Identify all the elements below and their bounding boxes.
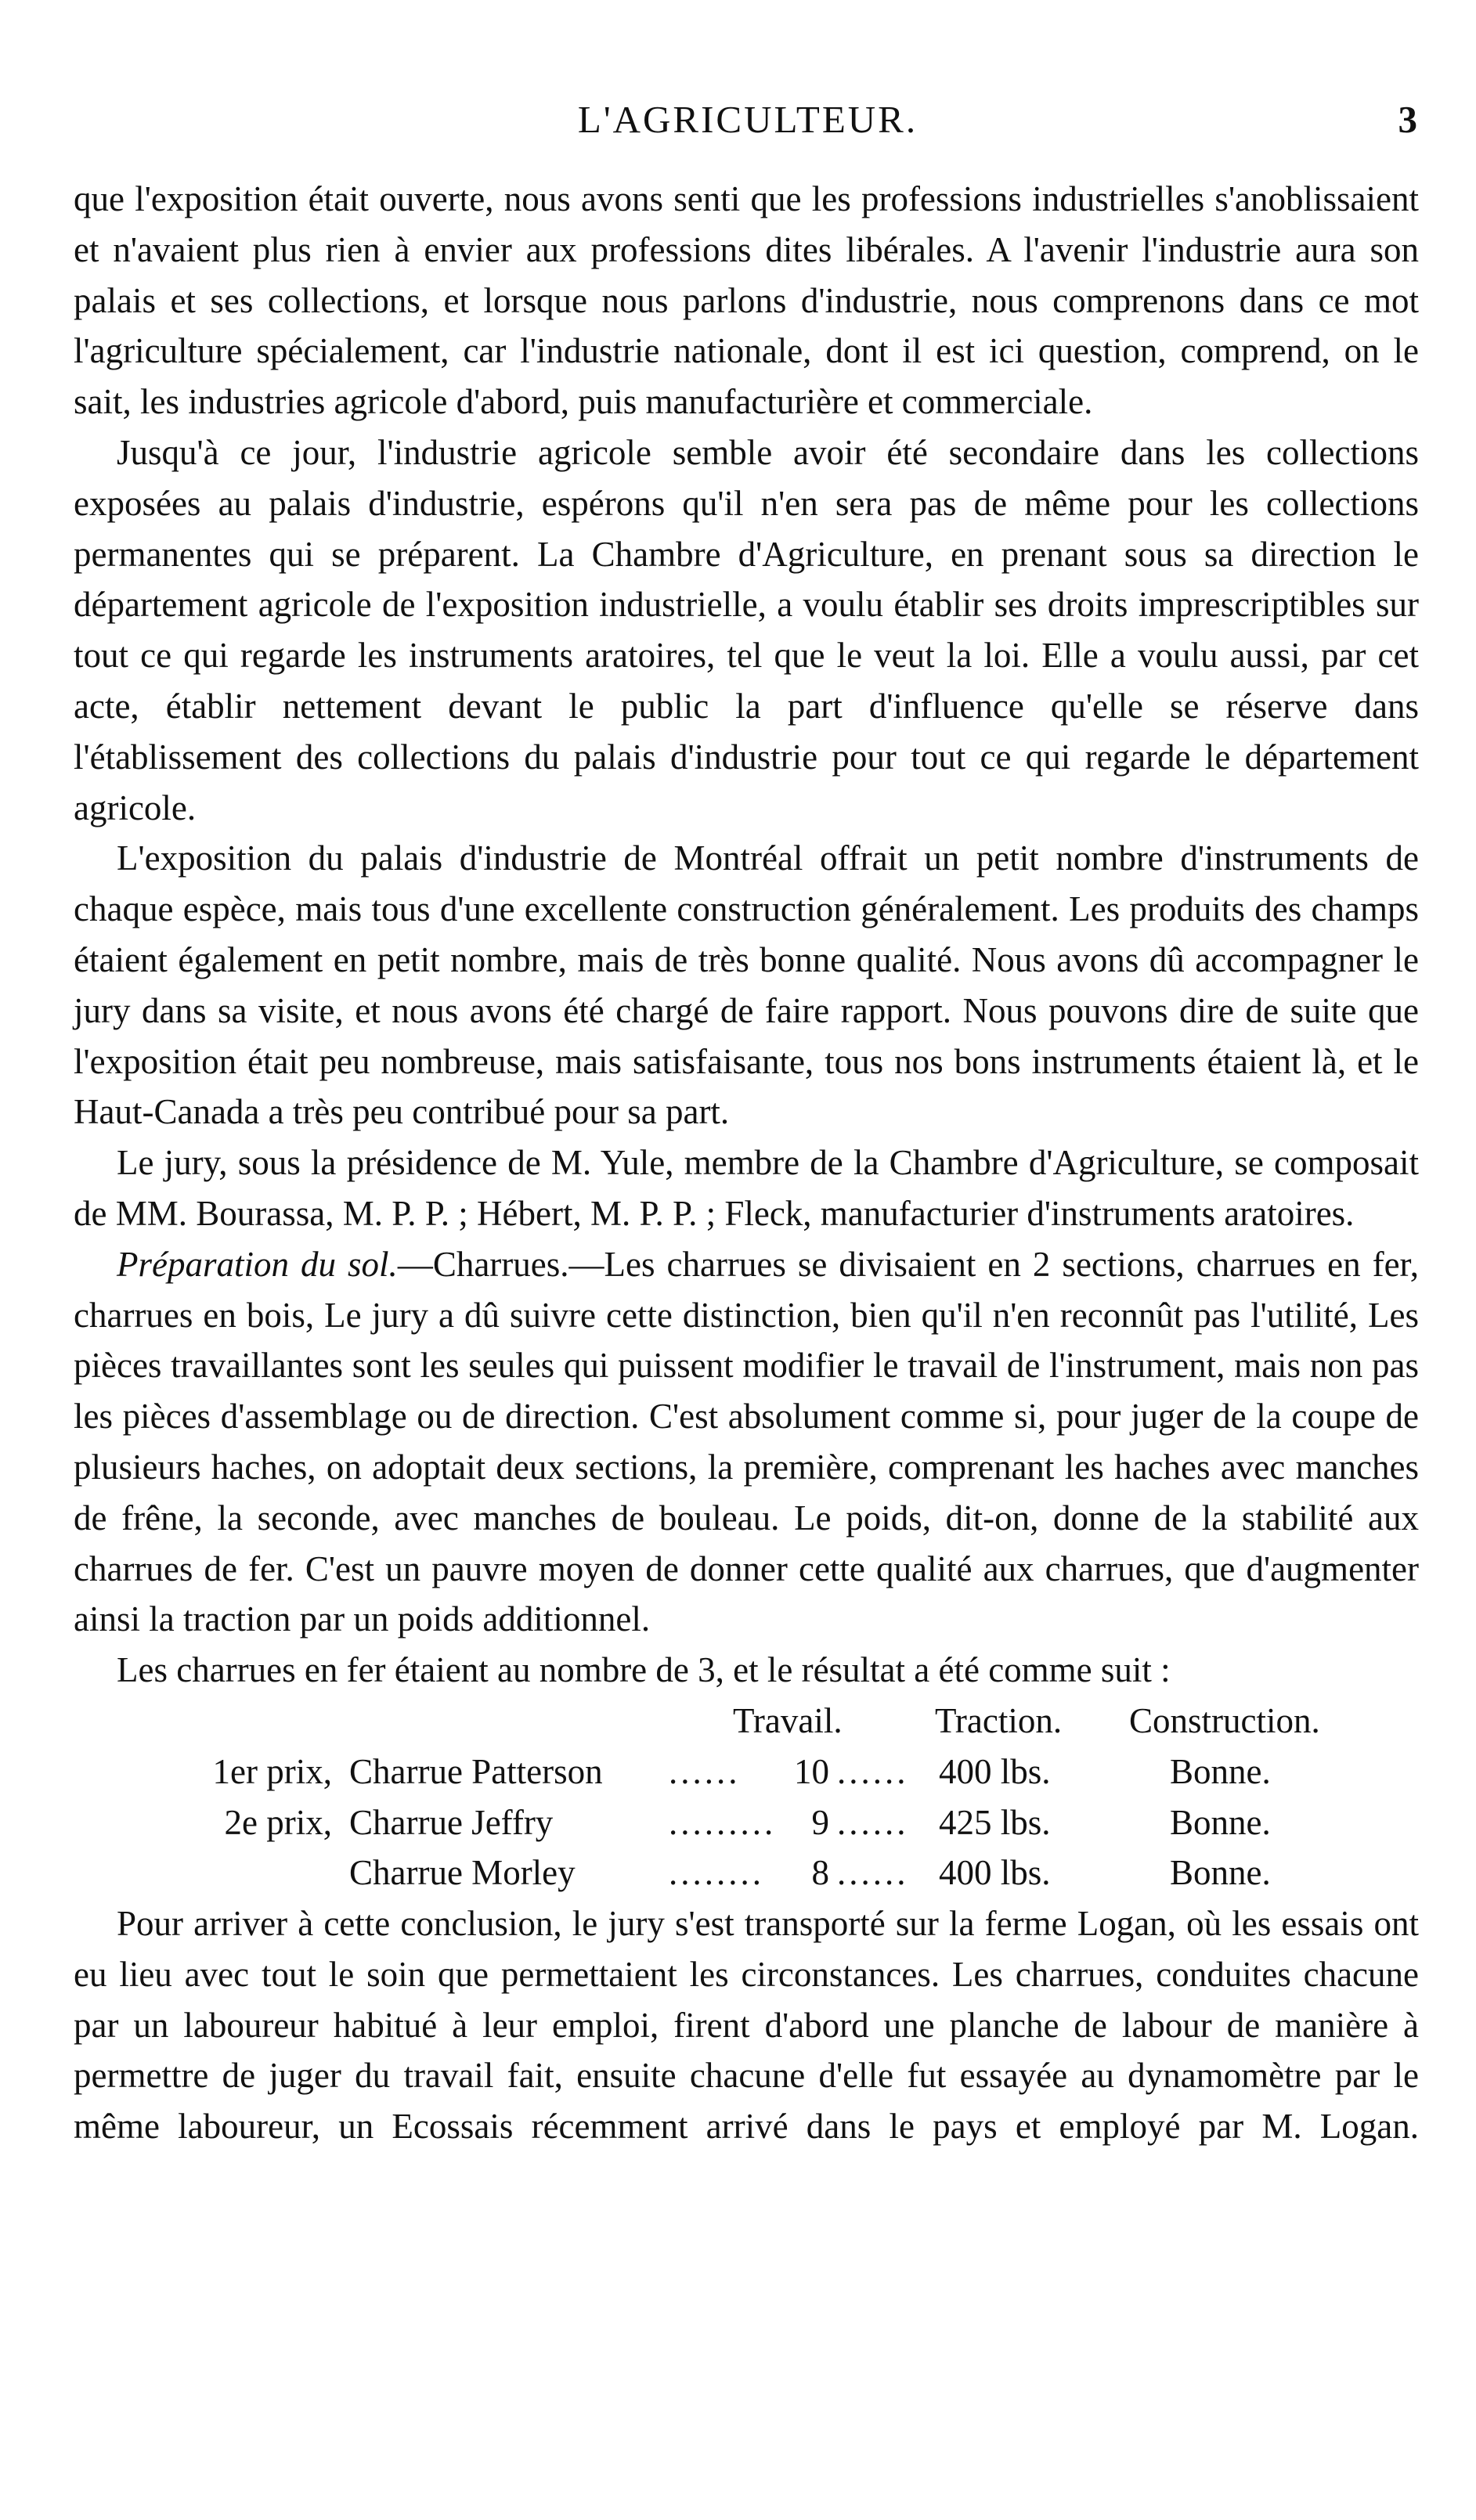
column-header-traction: Traction. (935, 1700, 1063, 1740)
section-text: —Charrues.—Les charrues se divisaient en 2 sections, charrues en fer, charrues en bois, Le jury a dû suivre cette distinction, bien qu'il n'en reconnût pas l'utilité, Les pièces travaillantes sont les seules qui puissent modifier le travail de l'instrument, mais non pas les pièces d'assemblage ou de direction. C'est absolument comme si, pour juger de la coupe de plusieurs haches, on adoptait deux sections, la première, comprenant les haches avec manches de frêne, la seconde, avec manches de bouleau. Le poids, dit-on, donne de la stabilité aux charrues de fer. C'est un pauvre moyen de donner cette qualité aux charrues, que d'augmenter ainsi la traction par un poids additionnel. (74, 1244, 1419, 1639)
paragraph-exposition: L'exposition du palais d'industrie de Montréal offrait un petit nombre d'instruments de chaque espèce, mais tous d'une excellente construction généralement. Les produits des champs étaient également en petit nombre, mais de très bonne qualité. Nous avons dû accompagner le jury dans sa visite, et nous avons été chargé de faire rapport. Nous pouvons dire de suite que l'exposition était peu nombreuse, mais satisfaisante, tous nos bons instruments étaient là, et le Haut-Canada a très peu contribué pour sa part. (74, 838, 1419, 1132)
leader-dots: ...... (837, 1751, 909, 1791)
plough-cell: Charrue Jeffry (349, 1802, 554, 1842)
traction-cell: 400 lbs. (939, 1751, 1051, 1791)
rank-cell: 1er prix, (212, 1751, 332, 1791)
leader-dots: ...... (837, 1853, 909, 1893)
traction-cell: 425 lbs. (939, 1802, 1051, 1842)
paragraph-continuation: que l'exposition était ouverte, nous avons senti que les professions industrielles s'anoblissaient et n'avaient plus rien à envier aux professions dites libérales. A l'avenir l'industrie aura son palais et ses collections, et lorsque nous parlons d'industrie, nous comprenons dans ce mot l'agriculture spécialement, car l'industrie nationale, dont il est ici question, comprend, on le sait, les industries agricole d'abord, puis manufacturière et commerciale. (74, 179, 1419, 422)
results-intro: Les charrues en fer étaient au nombre de 3, et le résultat a été comme suit : (117, 1650, 1171, 1690)
page-header (78, 92, 1417, 147)
results-header-row (74, 1696, 1419, 1747)
paragraph-preparation (74, 1239, 1419, 1645)
travail-cell: 9 (811, 1802, 829, 1842)
construction-cell: Bonne. (1170, 1751, 1271, 1791)
leader-dots: ........ (669, 1853, 764, 1893)
table-row (74, 1848, 1419, 1898)
leader-dots: ......... (669, 1802, 777, 1842)
column-header-construction: Construction. (1129, 1700, 1320, 1740)
plough-cell: Charrue Patterson (349, 1751, 603, 1791)
page-number: 3 (1398, 98, 1417, 141)
paragraph-closing: Pour arriver à cette conclusion, le jury s'est transporté sur la ferme Logan, où les essais ont eu lieu avec tout le soin que permettaient les circonstances. Les charrues, conduites chacune par un laboureur habitué à leur emploi, firent d'abord une planche de labour de manière à permettre de juger du travail fait, ensuite chacune d'elle fut essayée au dynamomètre par le même laboureur, un Ecossais récemment arrivé dans le pays et employé par M. Logan. (74, 1904, 1419, 2147)
traction-cell: 400 lbs. (939, 1853, 1051, 1893)
column-header-travail: Travail. (733, 1700, 843, 1740)
paragraph-jury: Le jury, sous la présidence de M. Yule, membre de la Chambre d'Agriculture, se composait de MM. Bourassa, M. P. P. ; Hébert, M. P. P. ; Fleck, manufacturier d'instruments aratoires. (74, 1143, 1419, 1233)
table-row (74, 1747, 1419, 1797)
leader-dots: ...... (837, 1802, 909, 1842)
page-body (74, 174, 1419, 2152)
leader-dots: ...... (669, 1751, 741, 1791)
results-table (74, 1696, 1419, 1898)
rank-cell: 2e prix, (224, 1802, 332, 1842)
paragraph-chambre: Jusqu'à ce jour, l'industrie agricole semble avoir été secondaire dans les collections exposées au palais d'industrie, espérons qu'il n'en sera pas de même pour les collections permanentes qui se préparent. La Chambre d'Agriculture, en prenant sous sa direction le département agricole de l'exposition industrielle, a voulu établir ses droits imprescriptibles sur tout ce qui regarde les instruments aratoires, tel que le veut la loi. Elle a voulu aussi, par cet acte, établir nettement devant le public la part d'influence qu'elle se réserve dans l'établissement des collections du palais d'industrie pour tout ce qui regarde le département agricole. (74, 432, 1419, 827)
construction-cell: Bonne. (1170, 1853, 1271, 1893)
travail-cell: 10 (794, 1751, 829, 1791)
table-row (74, 1797, 1419, 1848)
construction-cell: Bonne. (1170, 1802, 1271, 1842)
travail-cell: 8 (811, 1853, 829, 1893)
running-title: L'AGRICULTEUR. (577, 98, 918, 141)
section-heading: Préparation du sol. (117, 1244, 398, 1284)
plough-cell: Charrue Morley (349, 1853, 576, 1893)
